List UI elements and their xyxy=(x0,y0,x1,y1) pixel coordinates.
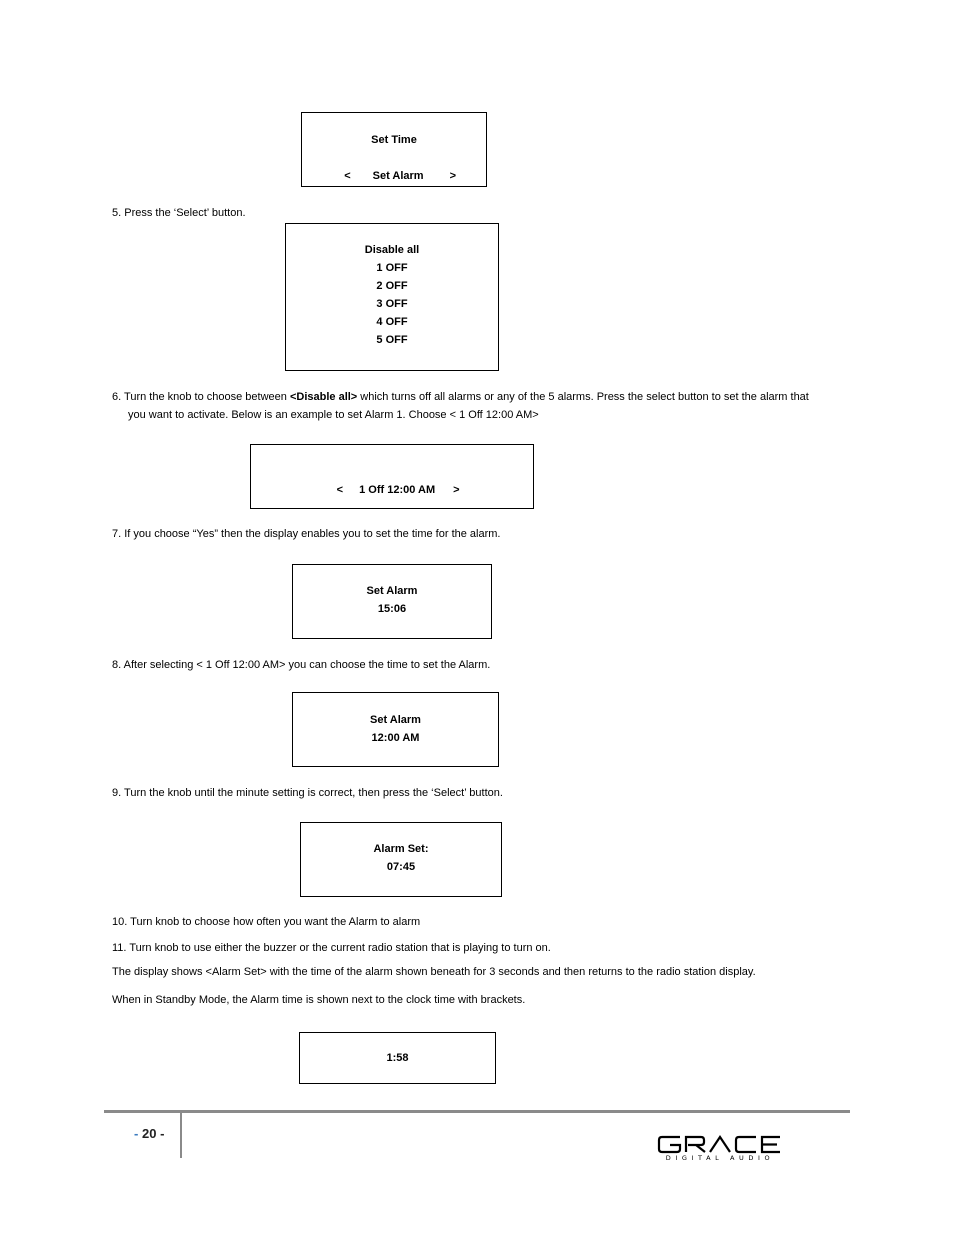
display-line: 12:00 AM xyxy=(371,732,420,744)
display-line: Set Alarm xyxy=(370,714,421,726)
lcd-display-standby-clock xyxy=(299,1032,496,1084)
display-line: 1 OFF xyxy=(376,262,408,274)
footer-rule xyxy=(104,1110,850,1113)
note-alarm-set: The display shows <Alarm Set> with the time of the alarm shown beneath for 3 seconds and then returns to the radio station display. xyxy=(112,966,756,978)
left-arrow-glyph: < xyxy=(336,484,344,496)
display-line: 5 OFF xyxy=(376,334,408,346)
display-line: 15:06 xyxy=(377,603,407,615)
step-7: 7. If you choose “Yes” then the display enables you to set the time for the alarm. xyxy=(112,528,501,540)
display-line: 2 OFF xyxy=(376,280,408,292)
display-line: 3 OFF xyxy=(376,298,408,310)
lcd-display-set-alarm-1506 xyxy=(292,564,492,639)
lcd-display-alarm-list xyxy=(285,223,499,371)
right-arrow-glyph: > xyxy=(453,484,460,496)
note-standby: When in Standby Mode, the Alarm time is shown next to the clock time with brackets. xyxy=(112,994,526,1006)
footer-divider xyxy=(180,1113,182,1158)
display-line: Alarm Set: xyxy=(373,843,429,855)
left-arrow-glyph: < xyxy=(344,170,351,182)
step-10: 10. Turn knob to choose how often you want the Alarm to alarm xyxy=(112,916,421,928)
display-line: 1:58 xyxy=(386,1052,409,1064)
step-6: 6. Turn the knob to choose between <Disable all> which turns off all alarms or any of the 5 alarms. Press the select button to set the alarm that you want to activate. Below is an example to set Alarm 1. Choose < 1 Off 12:00 AM> xyxy=(112,391,809,421)
display-line: Disable all xyxy=(364,244,420,256)
display-line: Set Time xyxy=(371,134,417,146)
svg-text:DIGITAL AUDIO: DIGITAL AUDIO xyxy=(665,1154,775,1162)
display-line: 07:45 xyxy=(386,861,416,873)
step-11: 11. Turn knob to use either the buzzer or the current radio station that is playing to turn on. xyxy=(112,942,551,954)
display-line: 4 OFF xyxy=(376,316,408,328)
lcd-display-alarm-set xyxy=(300,822,502,897)
step-5: 5. Press the ‘Select’ button. xyxy=(112,207,246,219)
page-number: - 20 - xyxy=(134,1126,165,1141)
lcd-display-set-alarm-1200 xyxy=(292,692,499,767)
lcd-display-set-time xyxy=(301,112,487,187)
lcd-display-alarm-1 xyxy=(250,444,534,509)
display-line: 1 Off 12:00 AM xyxy=(359,484,436,496)
step-9: 9. Turn the knob until the minute setting is correct, then press the ‘Select’ button. xyxy=(112,787,503,799)
display-line: Set Alarm xyxy=(366,585,418,597)
grace-digital-audio-logo xyxy=(656,1132,784,1162)
display-line: Set Alarm xyxy=(372,170,424,182)
step-8: 8. After selecting < 1 Off 12:00 AM> you can choose the time to set the Alarm. xyxy=(112,659,491,671)
right-arrow-glyph: > xyxy=(449,170,457,182)
